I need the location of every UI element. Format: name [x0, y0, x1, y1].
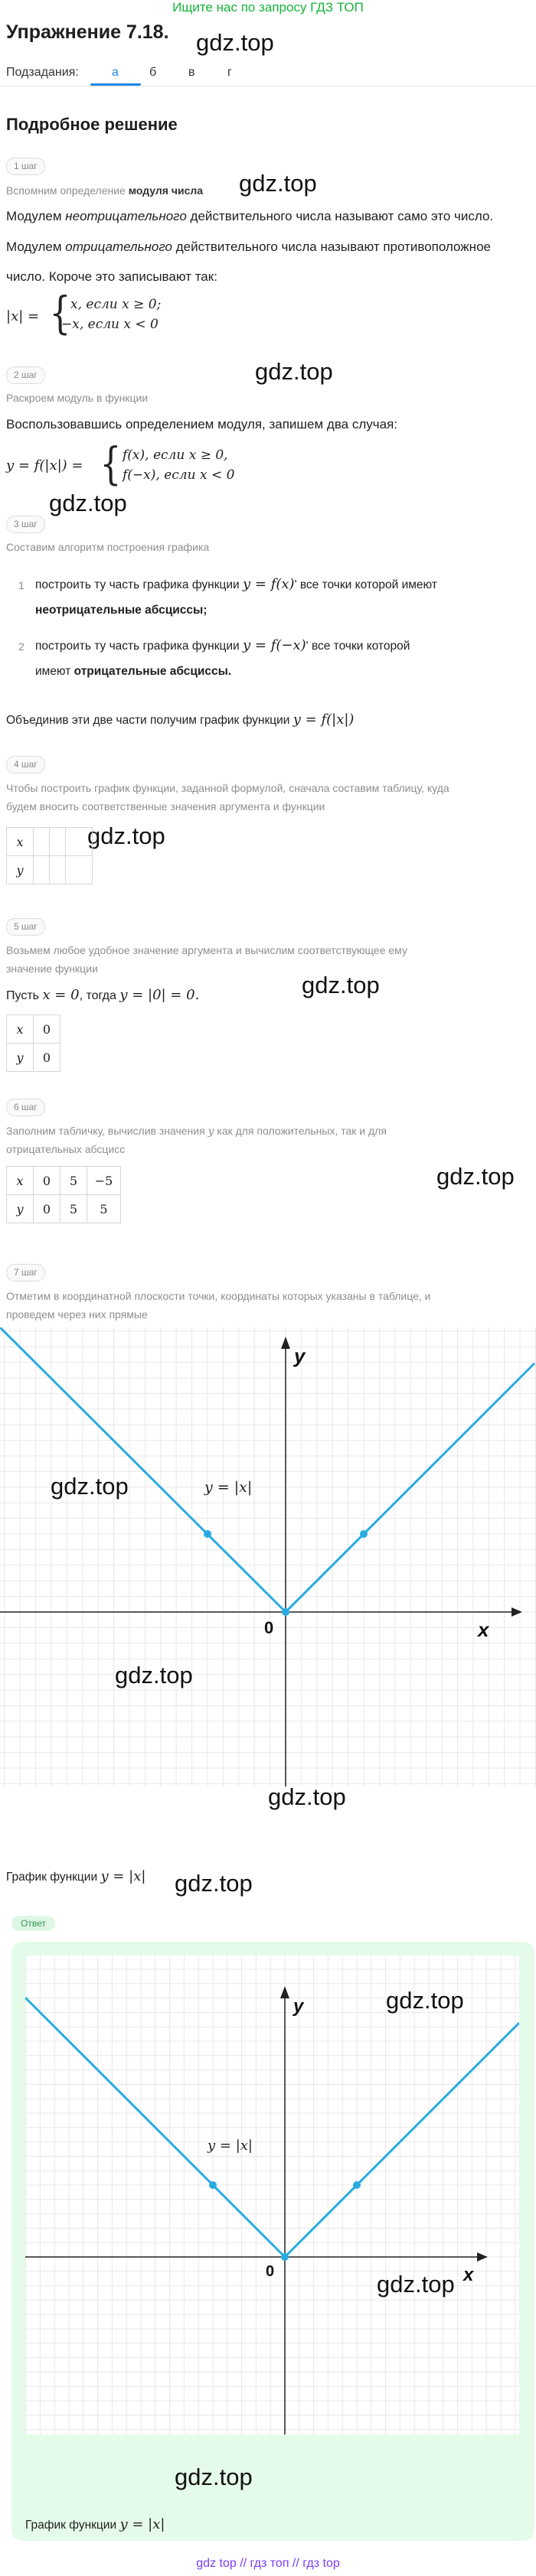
watermark: gdz.top [255, 358, 333, 385]
step6-hint-1: Заполним табличку, вычислив значения y как для положительных, так и для [6, 1125, 387, 1138]
origin-label: 0 [266, 2263, 275, 2280]
step6-hint-2: отрицательных абсцисс [6, 1143, 126, 1155]
list-number: 1 [18, 579, 25, 591]
function-formula-lhs: y = f(|x|) = [6, 458, 83, 474]
watermark: gdz.top [302, 972, 380, 998]
step4-hint-1: Чтобы построить график функции, заданной формулой, сначала составим таблицу, куда [6, 782, 449, 794]
watermark: gdz.top [436, 1163, 515, 1190]
graph-point [204, 1530, 211, 1538]
table-cell: y [6, 1043, 34, 1072]
step2-hint: Раскроем модуль в функции [6, 392, 149, 404]
table-cell [65, 827, 93, 856]
x-axis-label: x [463, 2265, 474, 2285]
table-cell [65, 855, 93, 884]
step2-text: Воспользовавшись определением модуля, запишем два случая: [6, 417, 398, 432]
tab-v[interactable]: в [188, 66, 195, 79]
function-graph [0, 1327, 536, 1786]
brace: { [100, 438, 122, 490]
subtasks-label: Подзадания: [6, 66, 79, 79]
watermark: gdz.top [196, 29, 274, 56]
brace: { [49, 287, 71, 339]
graph-grid [0, 1327, 536, 1786]
answer-caption: График функции y = |x| [25, 2516, 165, 2532]
modulus-case-1: x, если x ≥ 0; [70, 297, 162, 312]
step-badge: 2 шаг [6, 366, 45, 384]
table-cell: x [6, 827, 34, 856]
tab-a[interactable]: а [112, 66, 119, 79]
step-badge: 4 шаг [6, 756, 45, 773]
table-cell: 5 [60, 1194, 87, 1223]
footer-links[interactable]: gdz top // гдз топ // гдз top [196, 2557, 340, 2570]
table-cell: 0 [33, 1166, 60, 1195]
step-badge: 7 шаг [6, 1264, 45, 1281]
watermark: gdz.top [239, 170, 317, 197]
page-title: Упражнение 7.18. [6, 21, 169, 43]
function-label: y = |x| [204, 1479, 253, 1496]
y-axis-arrow [281, 1337, 290, 1349]
step5-hint-1: Возьмем любое удобное значение аргумента и вычислим соответствующее ему [6, 944, 407, 956]
graph-point [282, 1608, 289, 1616]
watermark: gdz.top [87, 822, 165, 849]
table-cell: −5 [87, 1166, 121, 1195]
table-cell [33, 855, 50, 884]
step5-hint-2: значение функции [6, 962, 98, 975]
modulus-formula-lhs: |x| = [6, 308, 40, 324]
x-axis-arrow [511, 1607, 522, 1617]
step5-text: Пусть x = 0, тогда y = |0| = 0. [6, 987, 200, 1003]
graph-point [281, 2253, 289, 2261]
table-cell: y [6, 855, 34, 884]
graph-point [209, 2181, 217, 2189]
watermark: gdz.top [115, 1662, 193, 1689]
step4-hint-2: будем вносить соответственные значения аргумента и функции [6, 800, 325, 813]
answer-graph [25, 1956, 519, 2434]
watermark: gdz.top [377, 2271, 455, 2298]
watermark: gdz.top [268, 1783, 346, 1810]
step3-item1-bold: неотрицательные абсциссы; [35, 604, 208, 617]
graph-caption: График функции y = |x| [6, 1868, 146, 1884]
step-badge: 3 шаг [6, 516, 45, 533]
step-badge: 5 шаг [6, 918, 45, 936]
step3-item1: построить ту часть графика функции y = f(x)' все точки которой имеют [35, 576, 437, 592]
step-badge: 6 шаг [6, 1099, 45, 1116]
promo-banner[interactable]: Ищите нас по запросу ГДЗ ТОП [172, 0, 364, 15]
table-cell: 5 [60, 1166, 87, 1195]
y-axis-label: y [293, 1996, 304, 2017]
step3-item2-line2: имеют отрицательные абсциссы. [35, 665, 232, 678]
table-cell: 0 [33, 1194, 60, 1223]
step7-hint-2: проведем через них прямые [6, 1308, 148, 1321]
watermark: gdz.top [175, 2464, 253, 2490]
tab-g[interactable]: г [227, 66, 232, 79]
graph-line-right [286, 1363, 534, 1612]
answer-badge: Ответ [11, 1916, 55, 1931]
step3-item2: построить ту часть графика функции y = f(−x)' все точки которой [35, 637, 410, 653]
table-cell: x [6, 1014, 34, 1044]
section-title: Подробное решение [6, 115, 178, 134]
graph-point [360, 1530, 368, 1538]
graph-line-left [0, 1327, 286, 1612]
answer-graph-bg [25, 1956, 519, 2434]
function-case-2: f(−x), если x < 0 [123, 467, 235, 483]
list-number: 2 [18, 640, 25, 653]
watermark: gdz.top [51, 1473, 129, 1500]
step3-summary: Объединив эти две части получим график функции y = f(|x|) [6, 712, 355, 728]
function-label: y = |x| [208, 2138, 253, 2154]
modulus-case-2: −x, если x < 0 [61, 317, 159, 332]
x-axis-label: x [478, 1618, 489, 1641]
function-case-1: f(x), если x ≥ 0, [123, 448, 228, 463]
watermark: gdz.top [175, 1870, 253, 1897]
step1-line3: число. Короче это записывают так: [6, 269, 217, 284]
step3-hint: Составим алгоритм построения графика [6, 541, 210, 553]
table-cell: 0 [33, 1043, 60, 1072]
table-cell: y [6, 1194, 34, 1223]
step-badge: 1 шаг [6, 158, 45, 175]
origin-label: 0 [264, 1618, 274, 1637]
table-cell: x [6, 1166, 34, 1195]
table-cell [33, 827, 50, 856]
table-cell [49, 827, 66, 856]
table-cell [49, 855, 66, 884]
step7-hint-1: Отметим в координатной плоскости точки, координаты которых указаны в таблице, и [6, 1290, 431, 1302]
watermark: gdz.top [49, 490, 127, 516]
table-cell: 5 [87, 1194, 121, 1223]
watermark: gdz.top [386, 1987, 464, 2014]
step1-line2: Модулем отрицательного действительного числа называют противоположное [6, 239, 491, 254]
step1-hint: Вспомним определение модуля числа [6, 184, 204, 197]
tab-b[interactable]: б [149, 66, 157, 79]
graph-point [353, 2181, 361, 2189]
y-axis-label: y [294, 1344, 306, 1367]
step1-line1: Модулем неотрицательного действительного числа называют само это число. [6, 209, 494, 223]
table-cell: 0 [33, 1014, 60, 1044]
